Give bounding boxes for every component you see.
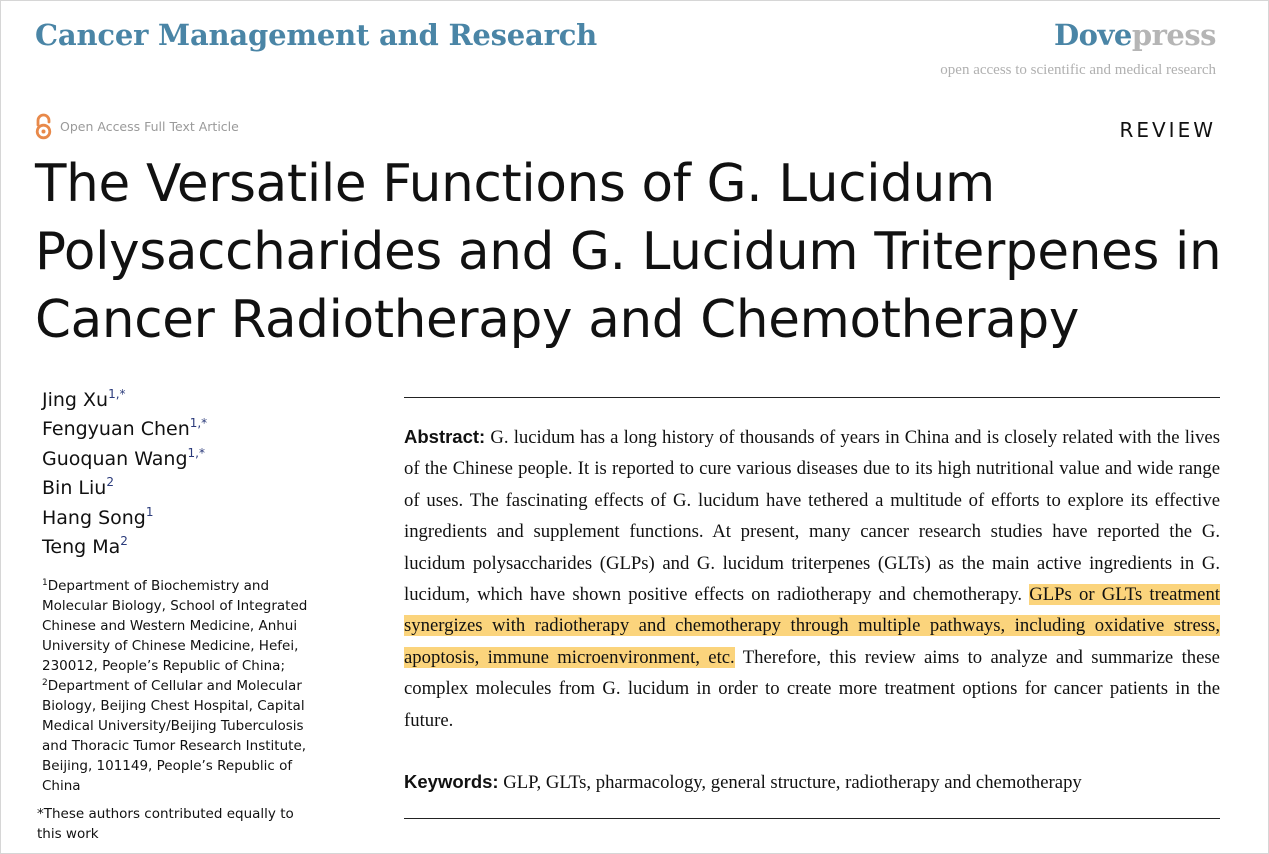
title-line: Cancer Radiotherapy and Chemotherapy (35, 290, 1080, 350)
abstract-highlight: GLPs or GLTs treatment synergizes with radiotherapy and chemotherapy through multiple pathways, including oxidative stress, apoptosis, immune microenvironment, etc. (404, 584, 1220, 668)
abstract-label: Abstract: (404, 426, 486, 447)
divider-top (404, 397, 1220, 398)
author-affiliation-marker: 2 (120, 534, 128, 549)
affiliation-marker: 2 (42, 678, 48, 688)
keywords-text: GLP, GLTs, pharmacology, general structure, radiotherapy and chemotherapy (503, 772, 1082, 793)
keywords-line (404, 766, 1220, 798)
open-access-label (34, 113, 239, 140)
publisher-logo-main: Dove (1054, 18, 1132, 52)
publisher-tagline: open access to scientific and medical research (940, 62, 1216, 78)
abstract-text-end: Therefore, this review aims to analyze and summarize these complex molecules from G. lucidum in order to create more treatment options for cancer patients in the future. (404, 646, 1220, 731)
author-name[interactable]: Teng Ma$^2$ (42, 534, 128, 559)
author-name[interactable]: Guoquan Wang$^{1,*}$ (42, 445, 205, 470)
open-access-lock-icon (34, 113, 53, 140)
author-affiliation-marker: 1,* (108, 387, 126, 401)
article-title (35, 150, 1222, 354)
divider-bottom (404, 818, 1220, 819)
affiliation-text: Department of Cellular and Molecular Biology, Beijing Chest Hospital, Capital Medical University/Beijing Tuberculosis and Thoracic Tumor Research Institute, Beijing, 101149, People’s Republic of China (42, 678, 307, 794)
keywords-label: Keywords: (404, 771, 499, 792)
author-affiliation-marker: 1,* (187, 445, 205, 460)
author-affiliation-marker: 2 (106, 475, 114, 490)
author-name[interactable]: Jing $Xu^{1,*}$ (42, 387, 126, 411)
abstract-text: G. lucidum has a long history of thousands of years in China and is closely related with the lives of the Chinese people. It is reported to cure various diseases due to its high nutritional value and wide range of uses. The fascinating effects of G. lucidum have tethered a multitude of efforts to explore its effective ingredients and supplement functions. At present, many cancer research studies have reported the G. lucidum polysaccharides (GLPs) and G. lucidum triterpenes (GLTs) as the main active ingredients in G. lucidum, which have shown positive effects on radiotherapy and chemotherapy. (404, 427, 1220, 606)
author-list (42, 386, 207, 562)
affiliation-marker: 1 (42, 578, 48, 588)
author-name[interactable]: Bin Liu$^2$ (42, 475, 114, 500)
journal-title[interactable]: Cancer Management and Research (35, 18, 598, 52)
publisher-logo-suffix: press (1131, 18, 1216, 52)
author-name[interactable]: Fengyuan Chen$^{1,*}$ (42, 416, 208, 441)
open-access-text: Open Access Full Text Article (60, 119, 239, 134)
publisher-logo[interactable] (1054, 18, 1216, 52)
title-line: The Versatile Functions of G. Lucidum (35, 154, 995, 214)
title-line: Polysaccharides and G. Lucidum Triterpenes in (35, 222, 1222, 282)
author-name[interactable]: Hang Song$^1$ (42, 504, 154, 529)
affiliation-text: Department of Biochemistry and Molecular Biology, School of Integrated Chinese and Western Medicine, Anhui University of Chinese Medicine, Hefei, 230012, People’s Republic of China; (42, 578, 308, 674)
affiliations (42, 576, 327, 796)
article-type: REVIEW (1119, 118, 1216, 142)
equal-contribution-note: *These authors contributed equally to this work (37, 806, 294, 842)
abstract-paragraph (404, 421, 1220, 736)
author-affiliation-marker: 1,* (189, 416, 208, 431)
author-affiliation-marker: 1 (145, 504, 154, 519)
